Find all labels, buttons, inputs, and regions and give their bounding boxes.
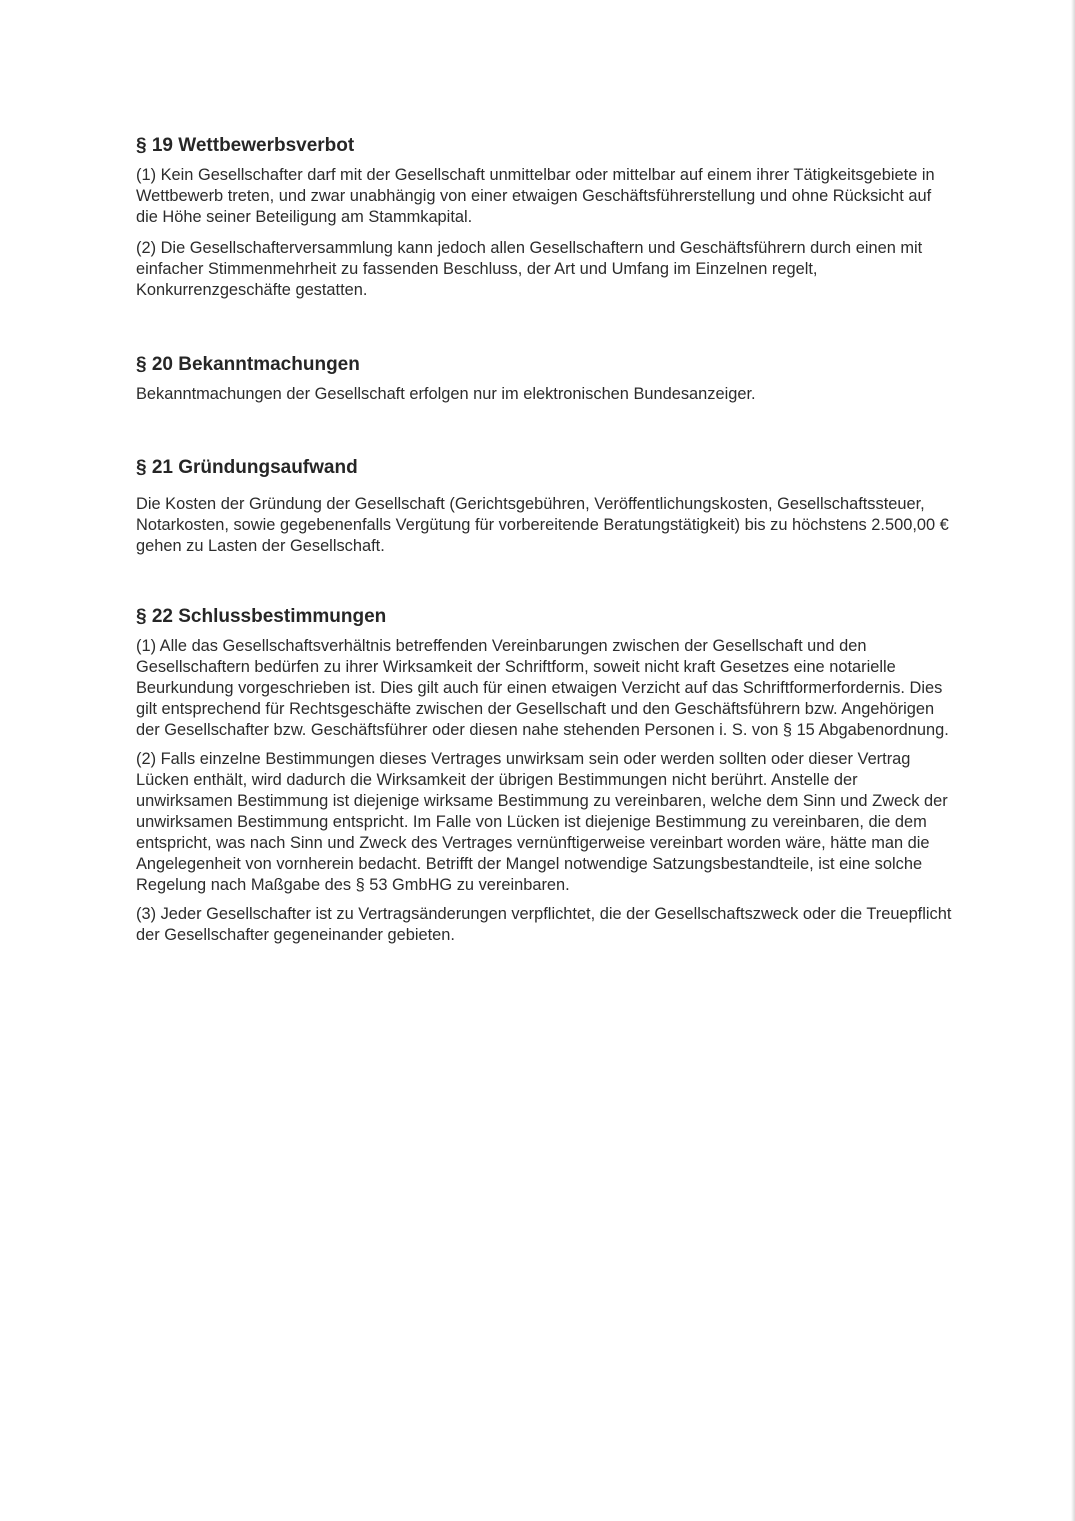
section-paragraph: (1) Alle das Gesellschaftsverhältnis betreffenden Vereinbarungen zwischen der Gesellschaft und den Gesellschaftern bedürfen zu ihrer Wirksamkeit der Schriftform, soweit nicht kraft Gesetzes eine notarielle Beurkundung vorgeschrieben ist. Dies gilt auch für einen etwaigen Verzicht auf das Schriftformerfordernis. Dies gilt entsprechend für Rechtsgeschäfte zwischen der Gesellschaft und den Geschäftsführern bzw. Angehörigen der Gesellschafter bzw. Geschäftsführer oder diesen nahe stehenden Personen i. S. von § 15 Abgabenordnung. xyxy=(136,637,949,739)
section-heading: § 19 Wettbewerbsverbot xyxy=(136,135,355,156)
section-heading: § 20 Bekanntmachungen xyxy=(136,354,360,375)
section-paragraph: (2) Die Gesellschafterversammlung kann jedoch allen Gesellschaftern und Geschäftsführern durch einen mit einfacher Stimmenmehrheit zu fassenden Beschluss, der Art und Umfang im Einzelnen regelt, Konkurrenzgeschäfte gestatten. xyxy=(136,239,923,299)
section-paragraph: (1) Kein Gesellschafter darf mit der Gesellschaft unmittelbar oder mittelbar auf einem ihrer Tätigkeitsgebiete in Wettbewerb treten, und zwar unabhängig von einer etwaigen Geschäftsführerstellung und ohne Rücksicht auf die Höhe seiner Beteiligung am Stammkapital. xyxy=(136,166,935,226)
section-paragraph: (3) Jeder Gesellschafter ist zu Vertragsänderungen verpflichtet, die der Gesellschaftszweck oder die Treuepflicht der Gesellschafter gegeneinander gebieten. xyxy=(136,905,952,944)
section-22-schlussbestimmungen xyxy=(136,605,956,946)
section-paragraph: Die Kosten der Gründung der Gesellschaft (Gerichtsgebühren, Veröffentlichungskosten, Gesellschaftssteuer, Notarkosten, sowie gegebenenfalls Vergütung für vorbereitende Beratungstätigkeit) bis zu höchstens 2.500,00 € gehen zu Lasten der Gesellschaft. xyxy=(136,495,949,555)
section-19-wettbewerbsverbot xyxy=(136,134,956,301)
section-heading: § 22 Schlussbestimmungen xyxy=(136,606,387,627)
section-paragraph: (2) Falls einzelne Bestimmungen dieses Vertrages unwirksam sein oder werden sollten oder dieser Vertrag Lücken enthält, wird dadurch die Wirksamkeit der übrigen Bestimmungen nicht berührt. Anstelle der unwirksamen Bestimmung ist diejenige wirksame Bestimmung zu vereinbaren, welche dem Sinn und Zweck der unwirksamen Bestimmung entspricht. Im Falle von Lücken ist diejenige Bestimmung zu vereinbaren, die dem entspricht, was nach Sinn und Zweck des Vertrages vernünftigerweise vereinbart worden wäre, hätte man die Angelegenheit von vornherein bedacht. Betrifft der Mangel notwendige Satzungsbestandteile, ist eine solche Regelung nach Maßgabe des § 53 GmbHG zu vereinbaren. xyxy=(136,750,948,894)
section-heading: § 21 Gründungsaufwand xyxy=(136,457,358,478)
section-21-gruendungsaufwand xyxy=(136,456,956,557)
page-edge-shadow xyxy=(1071,0,1075,1521)
section-paragraph: Bekanntmachungen der Gesellschaft erfolgen nur im elektronischen Bundesanzeiger. xyxy=(136,385,756,403)
section-20-bekanntmachungen xyxy=(136,353,956,405)
